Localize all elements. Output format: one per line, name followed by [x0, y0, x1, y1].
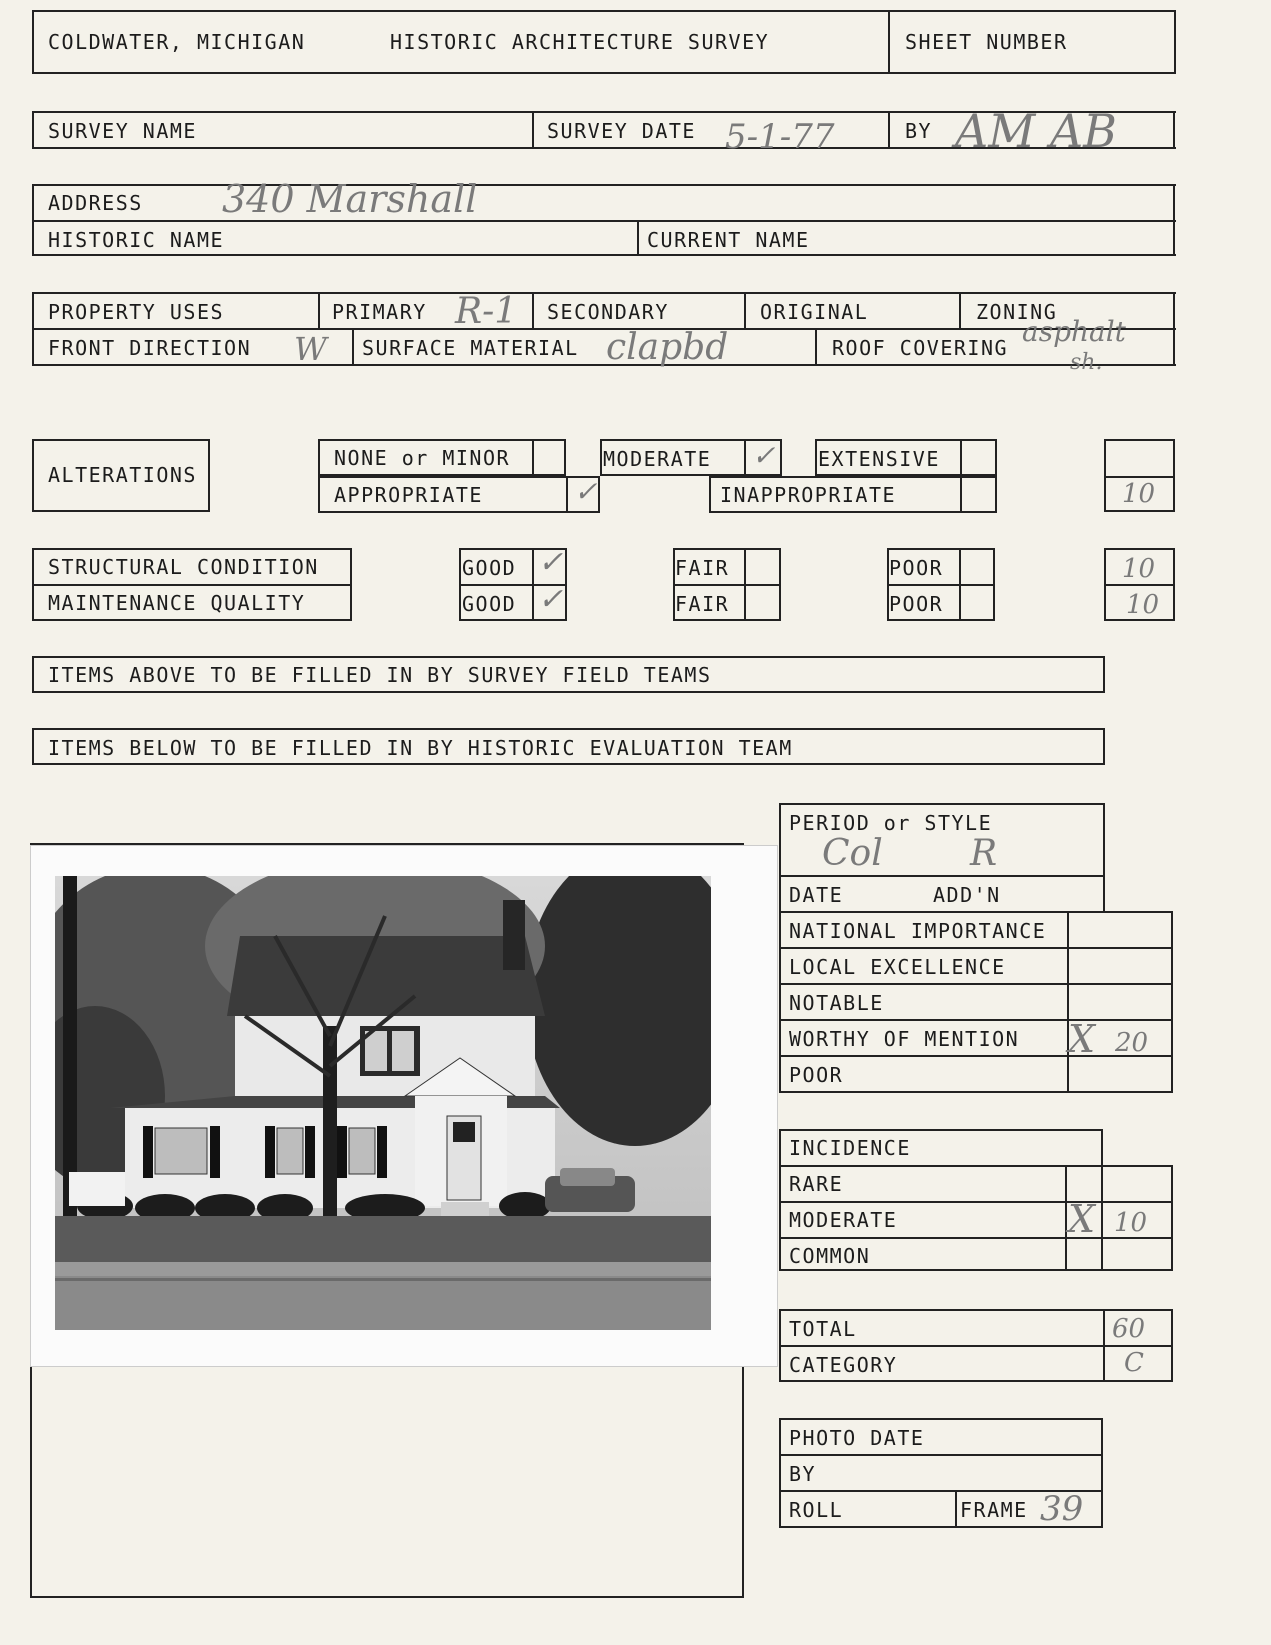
- property-right-edge: [1173, 294, 1175, 366]
- roof-covering-value-1: asphalt: [1022, 315, 1126, 348]
- survey-by-value: AM AB: [955, 104, 1117, 158]
- address-label: ADDRESS: [48, 191, 143, 215]
- structural-fair-label: FAIR: [675, 556, 730, 580]
- survey-divider-1: [532, 111, 534, 149]
- alt-score-divider: [1104, 476, 1175, 478]
- style-score-right: [1171, 911, 1173, 1093]
- inc-score-right: [1171, 1165, 1173, 1271]
- maintenance-score: 10: [1126, 590, 1160, 620]
- inc-div-rare: [779, 1165, 1173, 1167]
- alt-appropriate-check-div: [566, 476, 568, 513]
- condition-label-divider: [32, 584, 352, 586]
- style-box-right: [1103, 803, 1105, 911]
- prop-div-1: [318, 292, 320, 328]
- total-div: [779, 1345, 1173, 1347]
- style-div-bottom: [779, 1091, 1173, 1093]
- primary-value: R-1: [455, 291, 518, 332]
- good-check-div: [532, 548, 534, 621]
- note-below: ITEMS BELOW TO BE FILLED IN BY HISTORIC EVALUATION TEAM: [48, 736, 793, 760]
- alt-none-check-div: [532, 439, 534, 476]
- house-photo-image: [55, 876, 711, 1330]
- maintenance-good-label: GOOD: [462, 592, 517, 616]
- notable-label: NOTABLE: [789, 991, 884, 1015]
- photo-date-label: PHOTO DATE: [789, 1426, 925, 1450]
- alt-extensive-label: EXTENSIVE: [818, 447, 940, 471]
- inc-mark-div: [1065, 1165, 1067, 1271]
- alt-moderate-label: MODERATE: [603, 447, 712, 471]
- structural-good-label: GOOD: [462, 556, 517, 580]
- alt-none-minor-label: NONE or MINOR: [334, 446, 511, 470]
- evaluation-poor-label: POOR: [789, 1063, 844, 1087]
- surface-material-value: clapbd: [606, 327, 729, 368]
- style-div-worthy: [779, 1019, 1173, 1021]
- period-style-value-2: R: [970, 833, 998, 874]
- photo-info-frame-div: [955, 1490, 957, 1528]
- alt-appropriate-check: ✓: [574, 475, 598, 508]
- addn-label: ADD'N: [933, 883, 1001, 907]
- survey-date-label: SURVEY DATE: [547, 119, 696, 143]
- alt-inappropriate-label: INAPPROPRIATE: [720, 483, 897, 507]
- frame-label: FRAME: [960, 1498, 1028, 1522]
- style-div-national: [779, 911, 1173, 913]
- name-divider: [637, 220, 639, 256]
- local-excellence-label: LOCAL EXCELLENCE: [789, 955, 1006, 979]
- alt-extensive-check-div: [960, 439, 962, 476]
- prop-div-4: [959, 292, 961, 328]
- fair-check-div: [744, 548, 746, 621]
- survey-date-value: 5-1-77: [725, 117, 835, 157]
- inc-score-bottom: [1101, 1269, 1173, 1271]
- incidence-moderate-label: MODERATE: [789, 1208, 898, 1232]
- style-mark-div: [1067, 911, 1069, 1093]
- date-label: DATE: [789, 883, 844, 907]
- header-title: HISTORIC ARCHITECTURE SURVEY: [390, 30, 770, 54]
- photo-by-label: BY: [789, 1462, 817, 1486]
- house-photo: [30, 845, 778, 1367]
- front-direction-value: W: [294, 330, 327, 368]
- photo-info-div-1: [779, 1454, 1103, 1456]
- total-value-div: [1103, 1309, 1105, 1382]
- condition-score-div: [1104, 584, 1175, 586]
- incidence-rare-label: RARE: [789, 1172, 844, 1196]
- zoning-label: ZONING: [976, 300, 1058, 324]
- original-label: ORIGINAL: [760, 300, 869, 324]
- survey-divider-2: [888, 111, 890, 149]
- prop-div-5: [352, 328, 354, 366]
- alt-moderate-check-div: [744, 439, 746, 476]
- address-value: 340 Marshall: [222, 177, 478, 221]
- structural-poor-label: POOR: [889, 556, 944, 580]
- note-above: ITEMS ABOVE TO BE FILLED IN BY SURVEY FIELD TEAMS: [48, 663, 712, 687]
- roof-covering-value-2: sh.: [1070, 350, 1103, 375]
- property-row-divider: [32, 328, 1176, 330]
- period-style-value-1: Col: [822, 833, 883, 874]
- surface-material-label: SURFACE MATERIAL: [362, 336, 579, 360]
- note-below-right: [1103, 730, 1105, 765]
- maintenance-poor-label: POOR: [889, 592, 944, 616]
- incidence-moderate-mark: X: [1068, 1197, 1096, 1241]
- poor-check-div: [959, 548, 961, 621]
- roll-label: ROLL: [789, 1498, 844, 1522]
- historic-name-label: HISTORIC NAME: [48, 228, 225, 252]
- address-row-divider: [32, 220, 1176, 222]
- maintenance-fair-label: FAIR: [675, 592, 730, 616]
- frame-value: 39: [1040, 1489, 1084, 1529]
- period-style-label: PERIOD or STYLE: [789, 811, 993, 835]
- survey-right-edge: [1173, 113, 1175, 149]
- structural-score: 10: [1122, 554, 1156, 584]
- secondary-label: SECONDARY: [547, 300, 669, 324]
- inc-div-moderate: [779, 1201, 1173, 1203]
- property-uses-label: PROPERTY USES: [48, 300, 225, 324]
- maintenance-good-check: ✓: [538, 582, 564, 617]
- worthy-of-mention-label: WORTHY OF MENTION: [789, 1027, 1020, 1051]
- category-label: CATEGORY: [789, 1353, 898, 1377]
- alt-moderate-check: ✓: [752, 439, 776, 472]
- roof-covering-label: ROOF COVERING: [832, 336, 1009, 360]
- alt-appropriate-label: APPROPRIATE: [334, 483, 483, 507]
- structural-good-check: ✓: [538, 545, 564, 580]
- header-city: COLDWATER, MICHIGAN: [48, 30, 306, 54]
- total-value: 60: [1112, 1314, 1146, 1344]
- style-div-poor: [779, 1055, 1173, 1057]
- total-label: TOTAL: [789, 1317, 857, 1341]
- fair-row-div: [673, 584, 781, 586]
- alt-score: 10: [1122, 479, 1156, 509]
- survey-by-label: BY: [905, 119, 933, 143]
- header-divider: [888, 10, 890, 74]
- sheet-number-label: SHEET NUMBER: [905, 30, 1068, 54]
- style-div-notable: [779, 983, 1173, 985]
- category-value: C: [1124, 1348, 1144, 1378]
- national-importance-label: NATIONAL IMPORTANCE: [789, 919, 1047, 943]
- alt-inappropriate-check-div: [960, 476, 962, 513]
- prop-div-3: [744, 292, 746, 328]
- worthy-score: 20: [1115, 1028, 1149, 1058]
- style-div-local: [779, 947, 1173, 949]
- prop-div-6: [815, 328, 817, 366]
- prop-div-2: [532, 292, 534, 328]
- style-div-date: [779, 875, 1105, 877]
- incidence-common-label: COMMON: [789, 1244, 871, 1268]
- address-right-edge: [1173, 186, 1175, 256]
- alterations-label: ALTERATIONS: [48, 463, 197, 487]
- maintenance-quality-label: MAINTENANCE QUALITY: [48, 591, 306, 615]
- poor-row-div: [887, 584, 995, 586]
- worthy-mark: X: [1068, 1017, 1096, 1061]
- current-name-label: CURRENT NAME: [647, 228, 810, 252]
- incidence-label: INCIDENCE: [789, 1136, 911, 1160]
- incidence-moderate-score: 10: [1114, 1208, 1148, 1238]
- primary-label: PRIMARY: [332, 300, 427, 324]
- survey-name-label: SURVEY NAME: [48, 119, 197, 143]
- structural-condition-label: STRUCTURAL CONDITION: [48, 555, 319, 579]
- front-direction-label: FRONT DIRECTION: [48, 336, 252, 360]
